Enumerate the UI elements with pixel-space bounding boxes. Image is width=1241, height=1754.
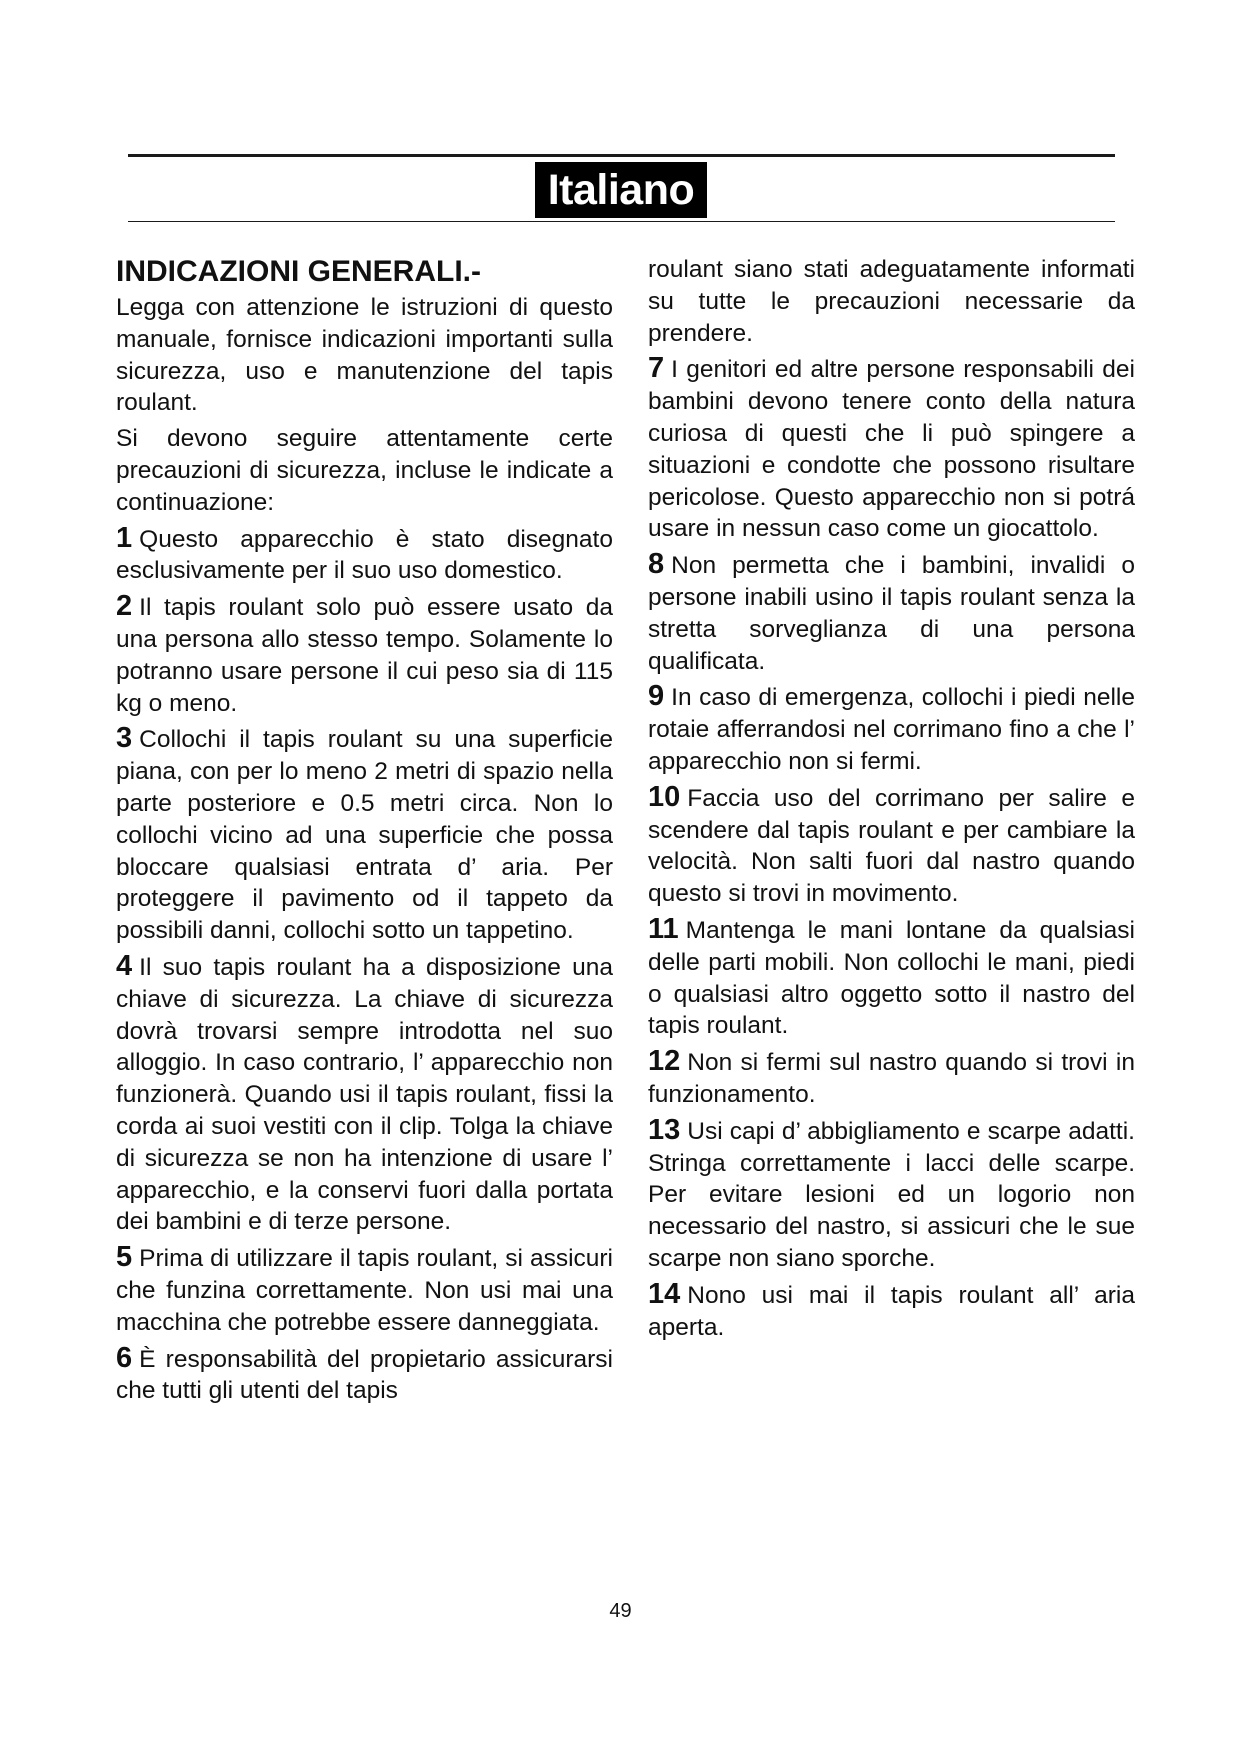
list-item: [116, 591, 613, 719]
item-text: roulant siano stati adeguatamente informati su tutte le precauzioni necessarie da prendere.: [648, 256, 1135, 347]
list-item: [648, 1279, 1135, 1344]
item-number: 2: [116, 590, 133, 623]
list-item: [648, 549, 1135, 677]
item-number: 1: [116, 521, 133, 554]
item-text: Non si fermi sul nastro quando si trovi in funzionamento.: [648, 1049, 1135, 1108]
item-number: 4: [116, 949, 133, 982]
header-rule-top: [128, 154, 1115, 157]
list-item: [116, 1343, 613, 1408]
list-item: [648, 914, 1135, 1042]
language-label: Italiano: [535, 162, 707, 218]
item-text: Usi capi d’ abbigliamento e scarpe adatti. Stringa correttamente i lacci delle scarpe. Per evitare lesioni ed un logorio non necessario del nastro, si assicuri che le sue scarpe non siano sporche.: [648, 1117, 1135, 1272]
list-item: [648, 1046, 1135, 1111]
item-number: 11: [648, 912, 679, 945]
item-text: Faccia uso del corrimano per salire e scendere dal tapis roulant e per cambiare la velocità. Non salti fuori dal nastro quando questo si trovi in movimento.: [648, 784, 1135, 908]
list-item: [648, 353, 1135, 545]
item-number: 14: [648, 1277, 681, 1310]
item-text: I genitori ed altre persone responsabili dei bambini devono tenere conto della natura curiosa di questi che li può spingere a situazioni e condotte che possono risultare pericolose. Questo apparecchio non si potrá usare in nessun caso come un giocattolo.: [648, 356, 1135, 543]
right-column: [648, 254, 1135, 1347]
intro-paragraph: Si devono seguire attentamente certe precauzioni di sicurezza, incluse le indicate a continuazione:: [116, 425, 613, 516]
item-text: Prima di utilizzare il tapis roulant, si assicuri che funzina correttamente. Non usi mai una macchina che potrebbe essere danneggiata.: [116, 1245, 613, 1336]
item-number: 13: [648, 1113, 681, 1146]
list-item: [116, 523, 613, 588]
header-rule-bottom: [128, 221, 1115, 222]
list-item: [116, 951, 613, 1238]
item-text: Collochi il tapis roulant su una superficie piana, con per lo meno 2 metri di spazio nella parte posteriore e 0.5 metri circa. Non lo collochi vicino ad una superficie che possa bloccare qualsiasi entrata d’ aria. Per proteggere il pavimento od il tappeto da possibili danni, collochi sotto un tappetino.: [116, 726, 613, 945]
item-text: Il tapis roulant solo può essere usato da una persona allo stesso tempo. Solamente lo potranno usare persone il cui peso sia di 115 kg o meno.: [116, 594, 613, 717]
item-number: 9: [648, 680, 665, 713]
item-text: Mantenga le mani lontane da qualsiasi delle parti mobili. Non collochi le mani, piedi o qualsiasi altro oggetto sotto il nastro del tapis roulant.: [648, 916, 1135, 1040]
item-text: Il suo tapis roulant ha a disposizione una chiave di sicurezza. La chiave di sicurezza dovrà trovarsi sempre introdotta nel suo alloggio. In caso contrario, l’ apparecchio non funzionerà. Quando usi il tapis roulant, fissi la corda ai suoi vestiti con il clip. Tolga la chiave di sicurezza se non ha intenzione di usare l’ apparecchio, e la conservi fuori dalla portata dei bambini e di terze persone.: [116, 953, 613, 1236]
section-title: INDICAZIONI GENERALI.-: [116, 255, 481, 288]
item-number: 10: [648, 780, 681, 813]
intro-paragraph: Legga con attenzione le istruzioni di questo manuale, fornisce indicazioni importanti sulla sicurezza, uso e manutenzione del tapis roulant.: [116, 294, 613, 417]
list-item: [648, 782, 1135, 910]
page-number: 49: [609, 1600, 632, 1622]
item-number: 7: [648, 352, 665, 385]
item-number: 5: [116, 1241, 133, 1274]
item-number: 3: [116, 722, 133, 755]
item-text: Non permetta che i bambini, invalidi o persone inabili usino il tapis roulant senza la stretta sorveglianza di una persona qualificata.: [648, 552, 1135, 675]
list-item: [648, 1115, 1135, 1275]
list-item: [648, 681, 1135, 777]
item-text: Questo apparecchio è stato disegnato esclusivamente per il suo uso domestico.: [116, 525, 613, 585]
list-item-continuation: [648, 254, 1135, 349]
item-number: 8: [648, 548, 665, 581]
item-text: È responsabilità del propietario assicurarsi che tutti gli utenti del tapis: [116, 1345, 613, 1405]
item-number: 12: [648, 1045, 681, 1078]
item-text: In caso di emergenza, collochi i piedi nelle rotaie afferrandosi nel corrimano fino a che l’ apparecchio non si fermi.: [648, 684, 1135, 775]
item-text: Nono usi mai il tapis roulant all’ aria aperta.: [648, 1281, 1135, 1341]
item-number: 6: [116, 1341, 133, 1374]
list-item: [116, 723, 613, 947]
left-column: [116, 254, 613, 1411]
list-item: [116, 1242, 613, 1338]
